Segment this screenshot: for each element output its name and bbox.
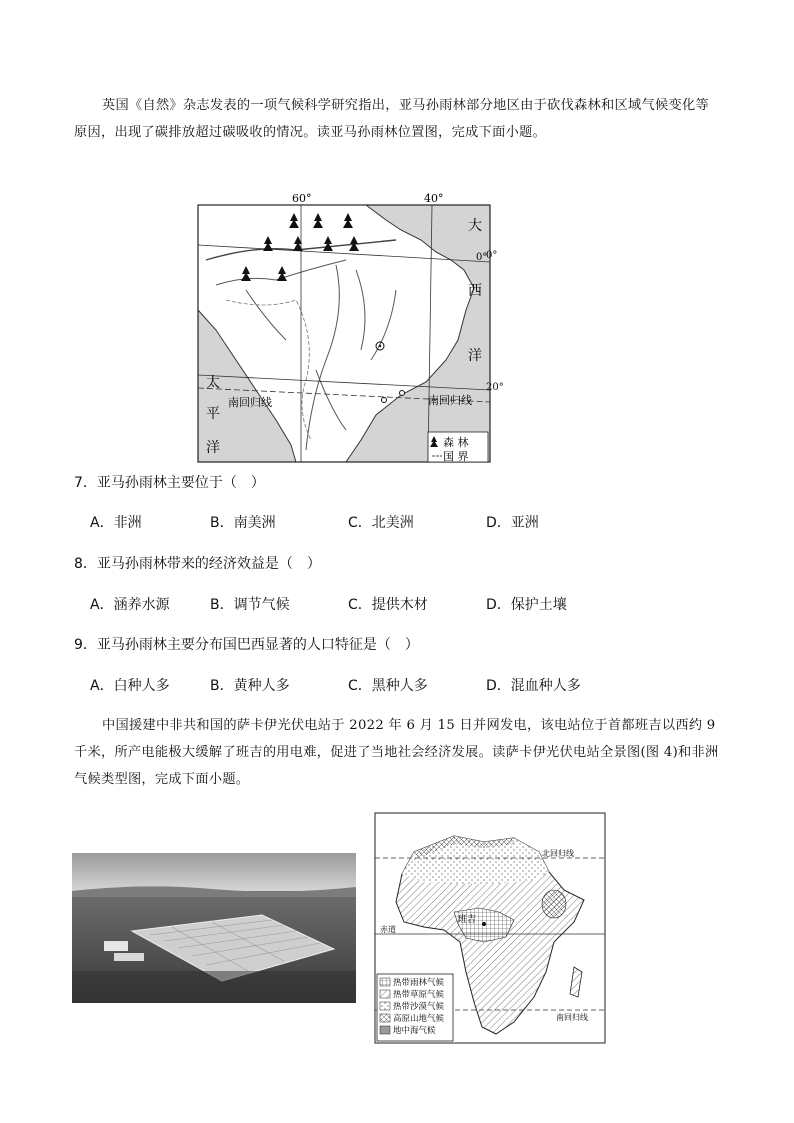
- bangui-marker: [482, 922, 486, 926]
- q8-option-d[interactable]: D．保护土壤: [486, 597, 567, 613]
- q7-option-c[interactable]: C．北美洲: [348, 515, 414, 531]
- legend-rainforest: 热带雨林气候: [393, 978, 445, 988]
- q8-option-a[interactable]: A．涵养水源: [90, 597, 170, 613]
- legend-forest-label: 森 林: [443, 436, 469, 449]
- atlantic-char-1: 大: [468, 218, 482, 234]
- bangui-label: 班吉: [458, 915, 477, 925]
- q9-option-b[interactable]: B．黄种人多: [210, 678, 290, 694]
- intro-paragraph-2: 中国援建中非共和国的萨卡伊光伏电站于 2022 年 6 月 15 日并网发电，该电站位于首都班吉以西约 9 千米，所产电能极大缓解了班吉的用电难，促进了当地社会经济发展。读萨卡伊光伏电站全景图(图 4)和非洲气候类型图，完成下面小题。: [74, 718, 719, 787]
- q7-option-d[interactable]: D．亚洲: [486, 515, 539, 531]
- lat-0-label: 0°: [476, 252, 488, 263]
- question-8: 8．亚马孙雨林带来的经济效益是（ ）: [74, 556, 321, 572]
- pacific-char-2: 平: [206, 406, 220, 422]
- tropic-south-label: 南回归线: [556, 1013, 588, 1022]
- atlantic-char-3: 洋: [468, 348, 482, 364]
- legend-mediterranean: 地中海气候: [393, 1026, 436, 1036]
- question-9: 9．亚马孙雨林主要分布国巴西显著的人口特征是（ ）: [74, 637, 419, 653]
- equator-label: 赤道: [380, 925, 396, 934]
- pacific-char-3: 洋: [206, 440, 220, 456]
- tropic-label-left: 南回归线: [228, 396, 272, 409]
- q8-option-b[interactable]: B．调节气候: [210, 597, 290, 613]
- lat-20-label: 20°: [486, 382, 504, 393]
- legend-highland: 高原山地气候: [393, 1014, 445, 1024]
- africa-climate-map: [374, 812, 606, 1044]
- intro-paragraph-1: 英国《自然》杂志发表的一项气候科学研究指出，亚马孙雨林部分地区由于砍伐森林和区域气候变化等原因，出现了碳排放超过碳吸收的情况。读亚马孙雨林位置图，完成下面小题。: [74, 98, 709, 140]
- q7-option-b[interactable]: B．南美洲: [210, 515, 276, 531]
- lon-60-label: 60°: [292, 192, 312, 205]
- amazon-map: [196, 190, 496, 465]
- tropic-label-right: 南回归线: [428, 394, 472, 407]
- legend-savanna: 热带草原气候: [393, 990, 445, 1000]
- q9-option-c[interactable]: C．黑种人多: [348, 678, 428, 694]
- lat-0-outside-label: 0°: [486, 250, 498, 261]
- lon-40-label: 40°: [424, 192, 444, 205]
- legend-desert: 热带沙漠气候: [393, 1002, 445, 1012]
- pacific-char-1: 太: [206, 375, 220, 391]
- atlantic-char-2: 西: [468, 283, 482, 299]
- legend-border-label: 国 界: [443, 450, 469, 463]
- q9-option-d[interactable]: D．混血种人多: [486, 678, 581, 694]
- q7-option-a[interactable]: A．非洲: [90, 515, 142, 531]
- q9-option-a[interactable]: A．白种人多: [90, 678, 170, 694]
- q8-option-c[interactable]: C．提供木材: [348, 597, 428, 613]
- question-7: 7．亚马孙雨林主要位于（ ）: [74, 475, 265, 491]
- solar-plant-photo: [72, 853, 356, 1003]
- tropic-north-label: 北回归线: [542, 849, 574, 858]
